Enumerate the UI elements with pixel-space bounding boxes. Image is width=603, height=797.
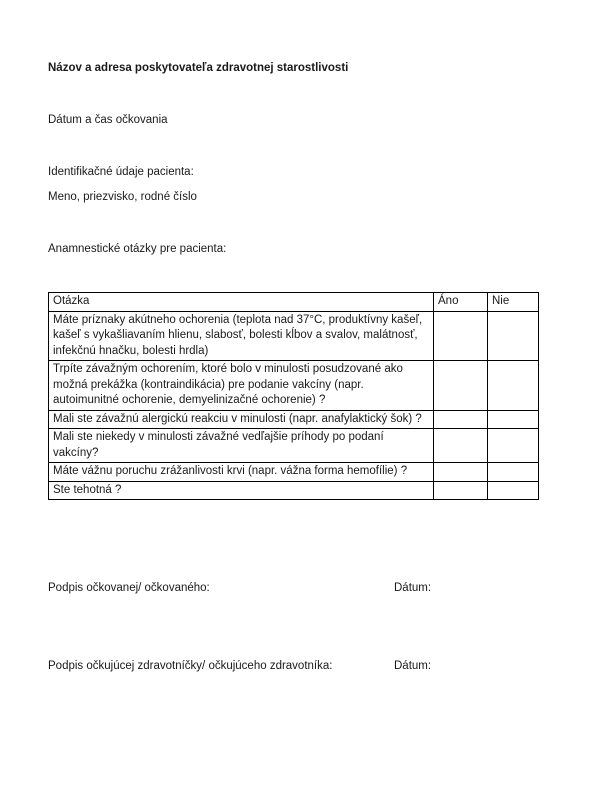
table-row <box>49 463 539 482</box>
table-row <box>49 311 539 361</box>
question-cell: Trpíte závažným ochorením, ktoré bolo v minulosti posudzované ako možná prekážka (kontraindikácia) pre podanie vakcíny (napr. autoimunitné ochorenie, demyelinizačné ochorenie) ? <box>49 361 434 411</box>
question-cell: Máte príznaky akútneho ochorenia (teplota nad 37°C, produktívny kašeľ, kašeľ s vykašliavaním hlienu, slabosť, bolesti kĺbov a svalov, malátnosť, infekčnú hnačku, bolesti hrdla) <box>49 311 434 361</box>
yes-cell[interactable] <box>434 429 488 463</box>
table-row <box>49 361 539 411</box>
header-no: Nie <box>488 293 539 312</box>
header-yes: Áno <box>434 293 488 312</box>
header-question: Otázka <box>49 293 434 312</box>
anamnesis-questions-table <box>48 292 539 500</box>
question-cell: Mali ste závažnú alergickú reakciu v minulosti (napr. anafylaktický šok) ? <box>49 410 434 429</box>
patient-fields-label: Meno, priezvisko, rodné číslo <box>48 191 197 203</box>
table-row <box>49 410 539 429</box>
no-cell[interactable] <box>488 361 539 411</box>
no-cell[interactable] <box>488 481 539 500</box>
no-cell[interactable] <box>488 463 539 482</box>
health-worker-signature-label: Podpis očkujúcej zdravotníčky/ očkujúceho zdravotníka: <box>48 660 333 672</box>
no-cell[interactable] <box>488 410 539 429</box>
health-worker-date-label: Dátum: <box>394 660 432 672</box>
question-cell: Ste tehotná ? <box>49 481 434 500</box>
no-cell[interactable] <box>488 311 539 361</box>
vaccinated-signature-label: Podpis očkovanej/ očkovaného: <box>48 582 210 594</box>
yes-cell[interactable] <box>434 361 488 411</box>
vaccinated-date-label: Dátum: <box>394 582 432 594</box>
table-row <box>49 429 539 463</box>
vaccination-datetime-label: Dátum a čas očkovania <box>48 114 168 126</box>
yes-cell[interactable] <box>434 311 488 361</box>
table-header-row <box>49 293 539 312</box>
question-cell: Mali ste niekedy v minulosti závažné vedľajšie príhody po podaní vakcíny? <box>49 429 434 463</box>
provider-heading: Názov a adresa poskytovateľa zdravotnej starostlivosti <box>48 62 349 74</box>
question-cell: Máte vážnu poruchu zrážanlivosti krvi (napr. vážna forma hemofílie) ? <box>49 463 434 482</box>
anamnesis-label: Anamnestické otázky pre pacienta: <box>48 243 227 255</box>
patient-id-label: Identifikačné údaje pacienta: <box>48 166 194 178</box>
yes-cell[interactable] <box>434 463 488 482</box>
yes-cell[interactable] <box>434 481 488 500</box>
table-row <box>49 481 539 500</box>
no-cell[interactable] <box>488 429 539 463</box>
yes-cell[interactable] <box>434 410 488 429</box>
